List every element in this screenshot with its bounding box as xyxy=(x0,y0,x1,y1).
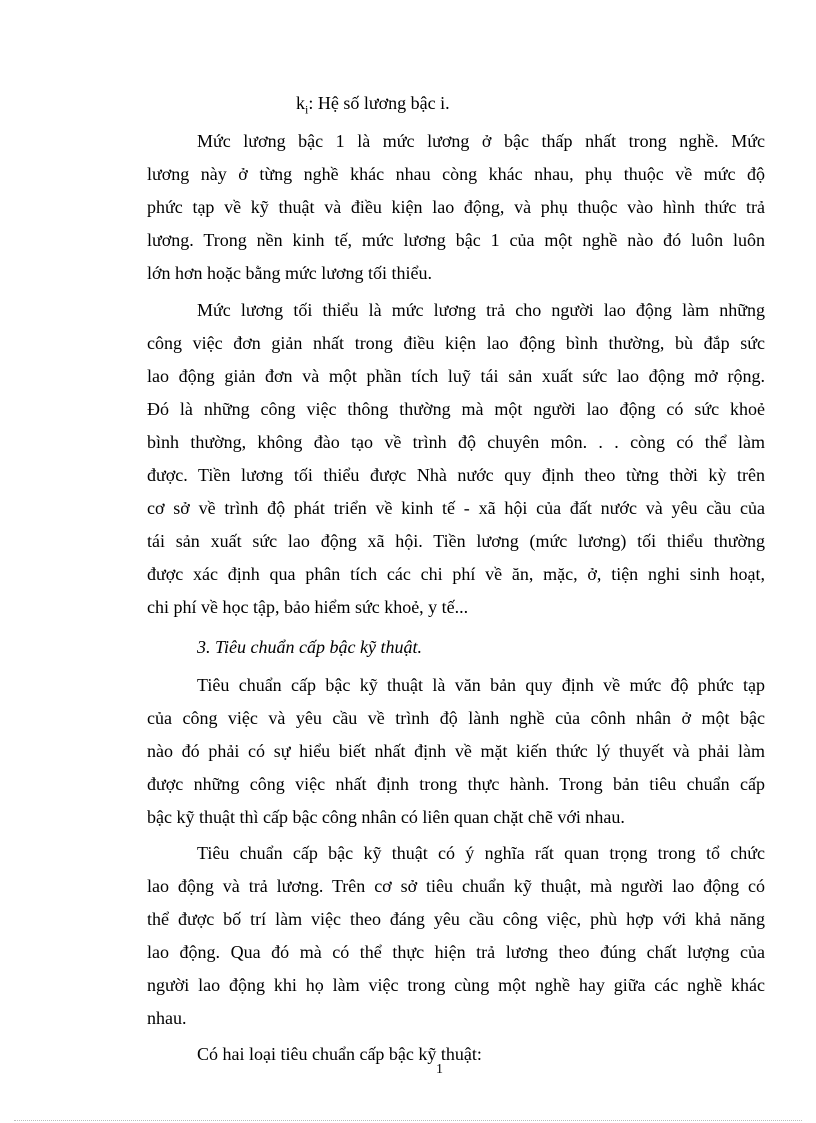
formula-text: : Hệ số lương bậc i. xyxy=(308,93,450,113)
p4-line-2: lao động và trả lương. Trên cơ sở tiêu chuẩn kỹ thuật, mà người lao động có xyxy=(147,876,765,896)
p2-line-4: Đó là những công việc thông thường mà một người lao động có sức khoẻ xyxy=(147,399,765,419)
p2-line-6: được. Tiền lương tối thiểu được Nhà nước quy định theo từng thời kỳ trên xyxy=(147,465,765,485)
p5-line-1: Có hai loại tiêu chuẩn cấp bậc kỹ thuật: xyxy=(197,1044,482,1064)
p4-line-6: nhau. xyxy=(147,1008,187,1028)
section-heading: 3. Tiêu chuẩn cấp bậc kỹ thuật. xyxy=(197,637,422,657)
p3-line-4: được những công việc nhất định trong thực hành. Trong bản tiêu chuẩn cấp xyxy=(147,774,765,794)
p2-line-8: tái sản xuất sức lao động xã hội. Tiền lương (mức lương) tối thiểu thường xyxy=(147,531,765,551)
formula-subscript: i xyxy=(305,102,309,117)
p2-line-5: bình thường, không đào tạo về trình độ chuyên môn. . . còng có thể làm xyxy=(147,432,765,452)
p1-line-2: lương này ở từng nghề khác nhau còng khác nhau, phụ thuộc về mức độ xyxy=(147,164,765,184)
p4-line-1: Tiêu chuẩn cấp bậc kỹ thuật có ý nghĩa rất quan trọng trong tổ chức xyxy=(197,843,765,863)
page-number: 1 xyxy=(436,1062,443,1077)
p3-line-2: của công việc và yêu cầu về trình độ lành nghề của cônh nhân ở một bậc xyxy=(147,708,765,728)
p4-line-4: lao động. Qua đó mà có thể thực hiện trả lương theo đúng chất lượng của xyxy=(147,942,765,962)
formula-symbol: k xyxy=(296,93,305,113)
p1-line-5: lớn hơn hoặc bằng mức lương tối thiểu. xyxy=(147,263,433,283)
page-bottom-rule xyxy=(14,1120,802,1121)
p3-line-3: nào đó phải có sự hiểu biết nhất định về mặt kiến thức lý thuyết và phải làm xyxy=(147,741,765,761)
p1-line-3: phức tạp về kỹ thuật và điều kiện lao động, và phụ thuộc vào hình thức trả xyxy=(147,197,765,217)
p1-line-4: lương. Trong nền kinh tế, mức lương bậc 1 của một nghề nào đó luôn luôn xyxy=(147,230,765,250)
p2-line-7: cơ sở về trình độ phát triển về kinh tế - xã hội của đất nước và yêu cầu của xyxy=(147,498,765,518)
p2-line-3: lao động giản đơn và một phần tích luỹ tái sản xuất sức lao động mở rộng. xyxy=(147,366,765,386)
p4-line-5: người lao động khi họ làm việc trong cùng một nghề hay giữa các nghề khác xyxy=(147,975,765,995)
p2-line-2: công việc đơn giản nhất trong điều kiện lao động bình thường, bù đắp sức xyxy=(147,333,765,353)
p3-line-5: bậc kỹ thuật thì cấp bậc công nhân có liên quan chặt chẽ với nhau. xyxy=(147,807,625,827)
p2-line-10: chi phí về học tập, bảo hiểm sức khoẻ, y tế... xyxy=(147,597,469,617)
formula-note xyxy=(296,92,450,117)
p2-line-1: Mức lương tối thiểu là mức lương trả cho người lao động làm những xyxy=(197,300,765,320)
p4-line-3: thể được bố trí làm việc theo đáng yêu cầu công việc, phù hợp với khả năng xyxy=(147,909,765,929)
p1-line-1: Mức lương bậc 1 là mức lương ở bậc thấp nhất trong nghề. Mức xyxy=(197,131,765,151)
p2-line-9: được xác định qua phân tích các chi phí về ăn, mặc, ở, tiện nghi sinh hoạt, xyxy=(147,564,765,584)
p3-line-1: Tiêu chuẩn cấp bậc kỹ thuật là văn bản quy định về mức độ phức tạp xyxy=(197,675,765,695)
